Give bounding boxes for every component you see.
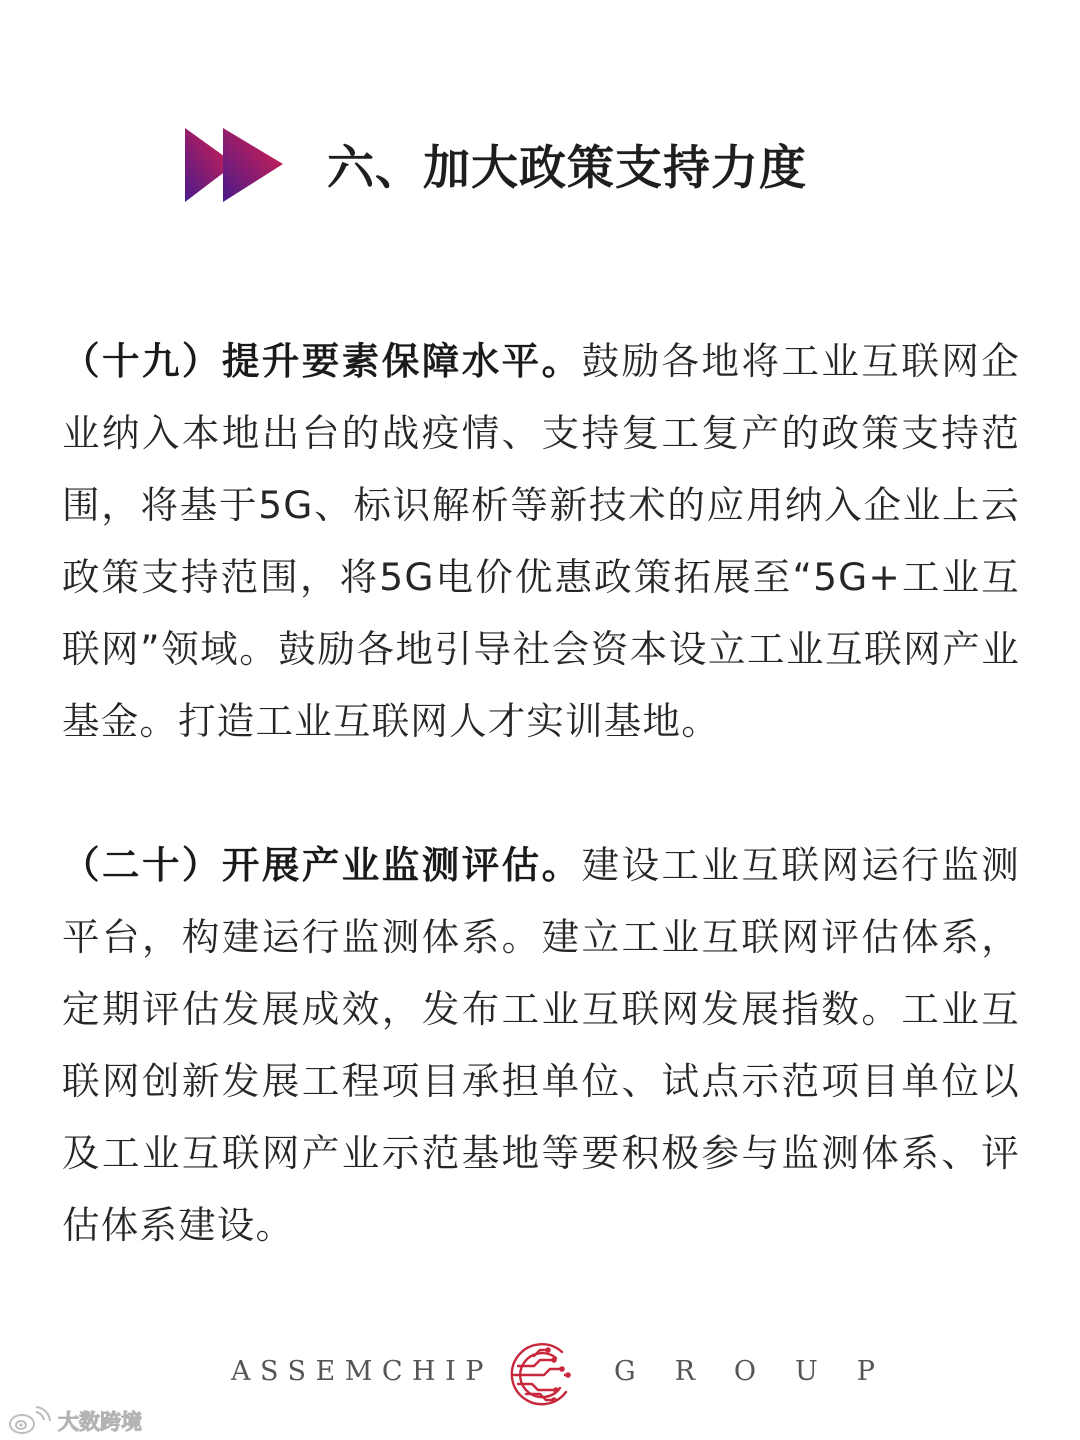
footer-brand: [0, 1336, 1080, 1412]
watermark: [6, 1403, 142, 1439]
paragraph-lead: （十九）提升要素保障水平。: [62, 339, 582, 383]
brand-name-right: GROUP: [614, 1356, 914, 1387]
paragraph-lead: （二十）开展产业监测评估。: [62, 843, 582, 887]
watermark-text: 大数跨境: [58, 1410, 142, 1434]
paragraph-body: 建设工业互联网运行监测平台，构建运行监测体系。建立工业互联网评估体系，定期评估发展成效，发布工业互联网发展指数。工业互联网创新发展工程项目承担单位、试点示范项目单位以及工业互联网产业示范基地等要积极参与监测体系、评估体系建设。: [62, 843, 1020, 1247]
weibo-icon: [6, 1406, 54, 1436]
paragraph-body: 鼓励各地将工业互联网企业纳入本地出台的战疫情、支持复工复产的政策支持范围，将基于5G、标识解析等新技术的应用纳入企业上云政策支持范围，将5G电价优惠政策拓展至“5G+工业互联网”领域。鼓励各地引导社会资本设立工业互联网产业基金。打造工业互联网人才实训基地。: [62, 339, 1020, 743]
page-title: 六、加大政策支持力度: [327, 140, 807, 196]
brand-name-left: ASSEMCHIP: [231, 1356, 493, 1387]
paragraph-19: [62, 325, 1020, 757]
circuit-globe-logo: [504, 1338, 578, 1412]
paragraph-20: [62, 829, 1020, 1261]
double-chevron-right-icon: [183, 122, 287, 206]
section-heading: [183, 122, 807, 206]
